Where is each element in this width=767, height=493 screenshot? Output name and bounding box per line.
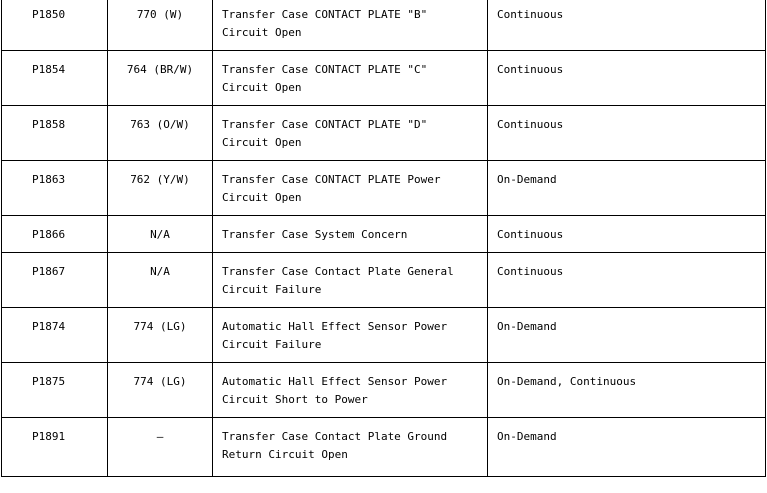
- monitor-mode-cell: On-Demand, Continuous: [488, 363, 766, 418]
- table-row: [2, 253, 766, 308]
- description-line-1: Transfer Case System Concern: [222, 228, 408, 241]
- description-line-1: Transfer Case CONTACT PLATE "D": [222, 118, 428, 131]
- description-cell: [213, 308, 488, 363]
- table-row: [2, 161, 766, 216]
- circuit-cell: 763 (O/W): [108, 106, 213, 161]
- description-line-1: Automatic Hall Effect Sensor Power: [222, 320, 448, 333]
- description-line-1: Transfer Case CONTACT PLATE Power: [222, 173, 441, 186]
- description-line-2: Circuit Open: [222, 81, 302, 94]
- dtc-code-cell: P1891: [2, 418, 108, 477]
- circuit-cell: 764 (BR/W): [108, 51, 213, 106]
- circuit-cell: —: [108, 418, 213, 477]
- description-line-1: Transfer Case Contact Plate General: [222, 265, 454, 278]
- description-line-1: Automatic Hall Effect Sensor Power: [222, 375, 448, 388]
- dtc-table: [1, 0, 766, 477]
- monitor-mode-cell: Continuous: [488, 106, 766, 161]
- dtc-code-cell: P1854: [2, 51, 108, 106]
- circuit-cell: 770 (W): [108, 0, 213, 51]
- table-row: [2, 418, 766, 477]
- description-line-2: Circuit Failure: [222, 338, 322, 351]
- description-line-1: Transfer Case CONTACT PLATE "B": [222, 8, 428, 21]
- table-row: [2, 363, 766, 418]
- dtc-code-cell: P1875: [2, 363, 108, 418]
- monitor-mode-cell: Continuous: [488, 253, 766, 308]
- monitor-mode-cell: On-Demand: [488, 308, 766, 363]
- description-line-2: Return Circuit Open: [222, 448, 348, 461]
- monitor-mode-cell: Continuous: [488, 216, 766, 253]
- description-cell: [213, 363, 488, 418]
- description-cell: [213, 418, 488, 477]
- dtc-code-cell: P1874: [2, 308, 108, 363]
- circuit-cell: 774 (LG): [108, 308, 213, 363]
- table-row: [2, 216, 766, 253]
- circuit-cell: 762 (Y/W): [108, 161, 213, 216]
- table-row: [2, 0, 766, 51]
- monitor-mode-cell: On-Demand: [488, 418, 766, 477]
- monitor-mode-cell: Continuous: [488, 51, 766, 106]
- monitor-mode-cell: Continuous: [488, 0, 766, 51]
- dtc-code-cell: P1850: [2, 0, 108, 51]
- table-row: [2, 106, 766, 161]
- description-line-2: Circuit Open: [222, 26, 302, 39]
- dtc-code-cell: P1863: [2, 161, 108, 216]
- dtc-code-cell: P1858: [2, 106, 108, 161]
- description-line-1: Transfer Case CONTACT PLATE "C": [222, 63, 428, 76]
- description-cell: [213, 161, 488, 216]
- description-cell: [213, 253, 488, 308]
- description-line-2: Circuit Short to Power: [222, 393, 368, 406]
- description-cell: [213, 216, 488, 253]
- description-cell: [213, 0, 488, 51]
- description-cell: [213, 106, 488, 161]
- table-row: [2, 308, 766, 363]
- description-line-2: Circuit Open: [222, 191, 302, 204]
- circuit-cell: 774 (LG): [108, 363, 213, 418]
- dtc-code-cell: P1866: [2, 216, 108, 253]
- circuit-cell: N/A: [108, 216, 213, 253]
- circuit-cell: N/A: [108, 253, 213, 308]
- table-row: [2, 51, 766, 106]
- monitor-mode-cell: On-Demand: [488, 161, 766, 216]
- description-line-2: Circuit Open: [222, 136, 302, 149]
- description-line-1: Transfer Case Contact Plate Ground: [222, 430, 448, 443]
- description-cell: [213, 51, 488, 106]
- description-line-2: Circuit Failure: [222, 283, 322, 296]
- dtc-code-cell: P1867: [2, 253, 108, 308]
